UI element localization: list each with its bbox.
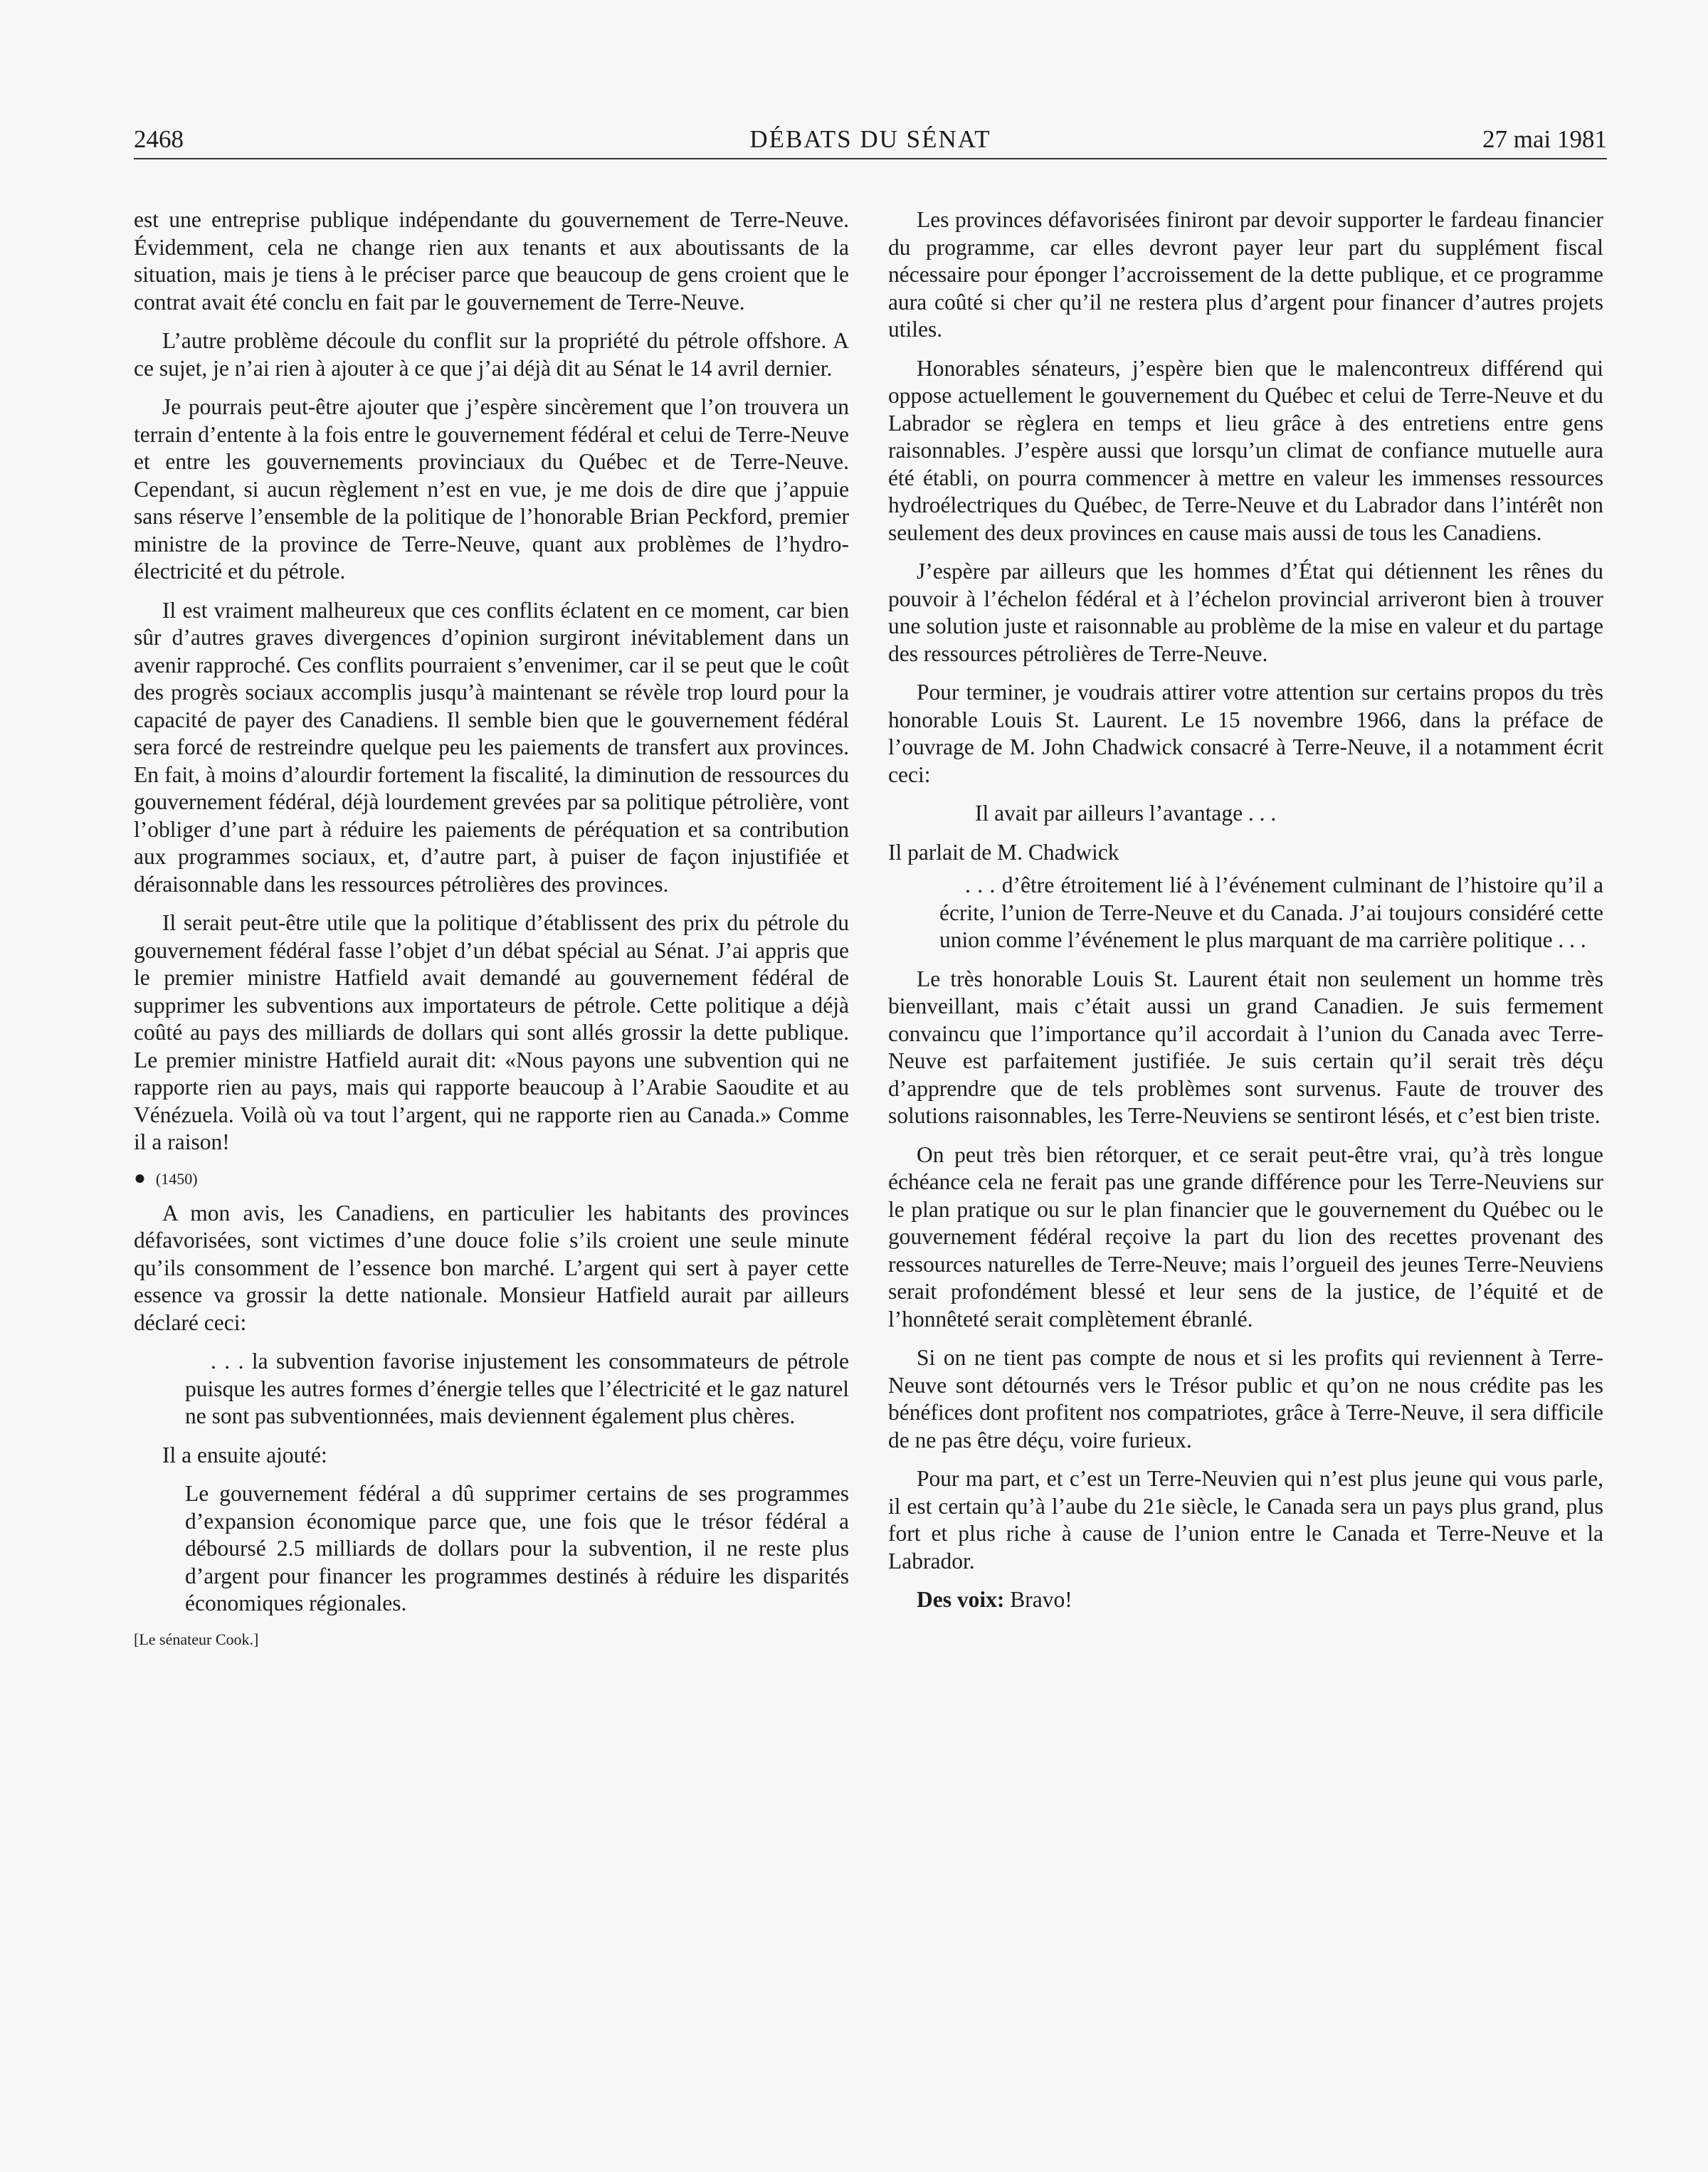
paragraph: A mon avis, les Canadiens, en particulier les habitants des provinces défavorisées, sont victimes d’une douce folie s’ils croient une seule minute qu’ils consomment de l’essence bon marché. L’argent qui sert à payer cette essence va grossir la dette nationale. Monsieur Hatfield aurait par ailleurs déclaré ceci: [134,1200,849,1335]
paragraph: Il est vraiment malheureux que ces conflits éclatent en ce moment, car bien sûr d’autres graves divergences d’opinion surgiront inévitablement dans un avenir rapproché. Ces conflits pourraient s’envenimer, car il se peut que le coût des progrès sociaux accomplis jusqu’à maintenant se révèle trop lourd pour la capacité de payer des Canadiens. Il semble bien que le gouvernement fédéral sera forcé de restreindre quelque peu les paiements de transfert aux provinces. En fait, à moins d’alourdir fortement la fiscalité, la diminution de ressources du gouvernement fédéral, déjà lourdement grevées par sa politique pétrolière, vont l’obliger d’une part à réduire les paiements de péréquation et sa contribution aux programmes sociaux, et, d’autre part, à puiser de façon injustifiée et déraisonnable dans les ressources pétrolières des provinces. [134,597,849,897]
page-number: 2468 [134,125,184,153]
paragraph: Pour terminer, je voudrais attirer votre attention sur certains propos du très honorable Louis St. Laurent. Le 15 novembre 1966, dans la préface de l’ouvrage de M. John Chadwick consacré à Terre-Neuve, il a notamment écrit ceci: [888,680,1603,787]
paragraph: J’espère par ailleurs que les hommes d’État qui détiennent les rênes du pouvoir à l’échelon fédéral et à l’échelon provincial arriveront bien à trouver une solution juste et raisonnable au problème de la mise en valeur et du partage des ressources pétrolières de Terre-Neuve. [888,559,1603,666]
time-marker-label: (1450) [155,1169,198,1188]
publication-title: DÉBATS DU SÉNAT [749,125,991,153]
paragraph: Il parlait de M. Chadwick [888,839,1119,865]
speech-text: Bravo! [1010,1587,1072,1612]
paragraph: Je pourrais peut-être ajouter que j’espère sincèrement que l’on trouvera un terrain d’entente à la fois entre le gouvernement fédéral et celui de Terre-Neuve et entre les gouvernements provinciaux du Québec et de Terre-Neuve. Cependant, si aucun règlement n’est en vue, je me dois de dire que j’appuie sans réserve l’ensemble de la politique de l’honorable Brian Peckford, premier ministre de la province de Terre-Neuve, quant aux problèmes de l’hydro-électricité et du pétrole. [134,394,849,584]
paragraph: Il a ensuite ajouté: [162,1442,327,1467]
speech-line [888,1586,1603,1614]
page-header [134,122,1607,157]
paragraph: On peut très bien rétorquer, et ce serait peut-être vrai, qu’à très longue échéance cela ne ferait pas une grande différence pour les Terre-Neuviens sur le plan pratique ou sur le plan financier que le gouvernement du Québec ou le gouvernement fédéral reçoive la part du lion des recettes provenant des ressources naturelles de Terre-Neuve; mais l’orgueil des jeunes Terre-Neuviens serait profondément blessé et leur sens de la justice, de l’équité et de l’honnêteté serait complètement ébranlé. [888,1142,1603,1332]
paragraph: L’autre problème découle du conflit sur la propriété du pétrole offshore. A ce sujet, je n’ai rien à ajouter à ce que j’ai déjà dit au Sénat le 14 avril dernier. [134,328,849,381]
speaker-name: Des voix: [917,1587,1005,1612]
paragraph: Le très honorable Louis St. Laurent était non seulement un homme très bienveillant, mais c’était aussi un grand Canadien. Je suis fermement convaincu que l’importance qu’il accordait à l’union du Canada avec Terre-Neuve est parfaitement justifiée. Je suis certain qu’il serait très déçu d’apprendre que de tels problèmes sont survenus. Faute de trouver des solutions raisonnables, les Terre-Neuviens se sentiront lésés, et c’est bien triste. [888,966,1603,1128]
speaker-attribution: [Le sénateur Cook.] [134,1630,259,1648]
left-column [134,206,849,1650]
right-column [888,206,1603,1625]
block-quote: Il avait par ailleurs l’avantage . . . [975,801,1277,826]
paragraph: Honorables sénateurs, j’espère bien que le malencontreux différend qui oppose actuellement le gouvernement du Québec et celui de Terre-Neuve et du Labrador se règlera en temps et lieu grâce à des entretiens entre gens raisonnables. J’espère aussi que lorsqu’un climat de confiance mutuelle aura été établi, on pourra commencer à mettre en valeur les immenses ressources hydroélectriques du Québec, de Terre-Neuve et du Labrador dans l’intérêt non seulement des deux provinces en cause mais aussi de tous les Canadiens. [888,355,1603,545]
paragraph: Pour ma part, et c’est un Terre-Neuvien qui n’est plus jeune qui vous parle, il est certain qu’à l’aube du 21e siècle, le Canada sera un pays plus grand, plus fort et plus riche à cause de l’union entre le Canada et Terre-Neuve et la Labrador. [888,1466,1603,1573]
bullet-icon: ● [134,1166,146,1189]
page-date: 27 mai 1981 [1482,125,1607,153]
paragraph: Si on ne tient pas compte de nous et si les profits qui reviennent à Terre-Neuve sont détournés vers le Trésor public et qu’on ne nous crédite pas les bénéfices dont profitent nos compatriotes, grâce à Terre-Neuve, il sera difficile de ne pas être déçu, voire furieux. [888,1345,1603,1453]
header-rule [134,158,1607,159]
block-quote: . . . d’être étroitement lié à l’événement culminant de l’histoire qu’il a écrite, l’union de Terre-Neuve et du Canada. J’ai toujours considéré cette union comme l’événement le plus marquant de ma carrière politique . . . [939,873,1603,952]
paragraph: Les provinces défavorisées finiront par devoir supporter le fardeau financier du programme, car elles devront payer leur part du supplément fiscal nécessaire pour éponger l’accroissement de la dette publique, et ce programme aura coûté si cher qu’il ne restera plus d’argent pour financer d’autres projets utiles. [888,207,1603,342]
block-quote: . . . la subvention favorise injustement les consommateurs de pétrole puisque les autres formes d’énergie telles que l’électricité et le gaz naturel ne sont pas subventionnées, mais deviennent également plus chères. [185,1349,849,1428]
paragraph: est une entreprise publique indépendante du gouvernement de Terre-Neuve. Évidemment, cela ne change rien aux tenants et aux aboutissants de la situation, mais je tiens à le préciser parce que beaucoup de gens croient que le contrat avait été conclu en fait par le gouvernement de Terre-Neuve. [134,207,849,315]
paragraph: Il serait peut-être utile que la politique d’établissent des prix du pétrole du gouvernement fédéral fasse l’objet d’un débat spécial au Sénat. J’ai appris que le premier ministre Hatfield avait demandé au gouvernement fédéral de supprimer les subventions aux importateurs de pétrole. Cette politique a déjà coûté au pays des milliards de dollars qui sont allés grossir la dette publique. Le premier ministre Hatfield aurait dit: «Nous payons une subvention qui ne rapporte rien au pays, mais qui rapporte beaucoup à l’Arabie Saoudite et au Vénézuela. Voilà où va tout l’argent, qui ne rapporte rien au Canada.» Comme il a raison! [134,910,849,1154]
time-marker [134,1168,849,1190]
block-quote: Le gouvernement fédéral a dû supprimer certains de ses programmes d’expansion économique parce que, une fois que le trésor fédéral a déboursé 2.5 milliards de dollars pour la subvention, il ne reste plus d’argent pour financer les programmes destinés à réduire les disparités économiques régionales. [185,1481,849,1615]
